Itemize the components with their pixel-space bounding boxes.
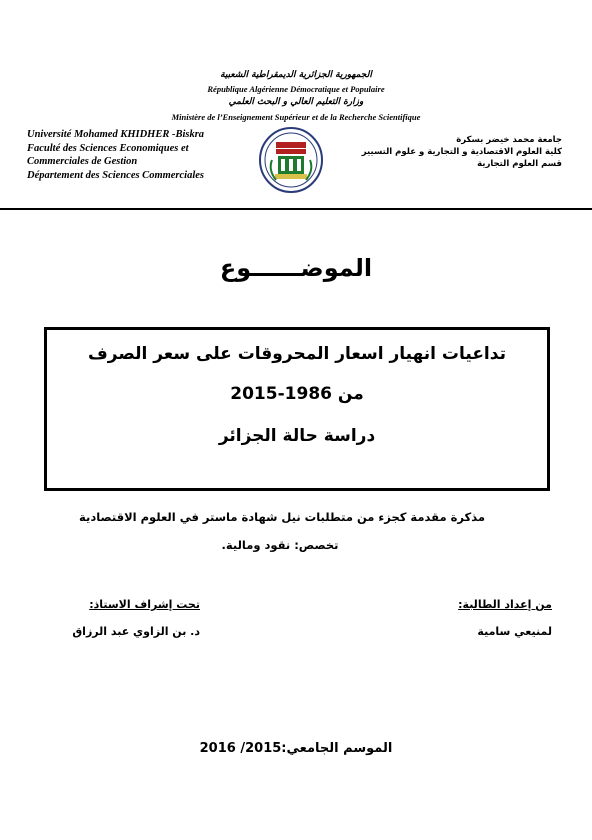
university-french-block (27, 128, 247, 182)
supervisor-block (30, 598, 200, 638)
academic-year: الموسم الجامعي:2015/ 2016 (199, 741, 393, 756)
student-block (380, 598, 552, 638)
page-title: الموضــــــوع (219, 254, 373, 282)
topic-line-1: تداعيات انهيار اسعار المحروقات على سعر الصرف (88, 344, 506, 364)
topic-box (44, 327, 550, 491)
student-name: لمنيعي سامية (477, 625, 552, 638)
republic-arabic: الجمهورية الجزائرية الديمقراطية الشعبية (220, 70, 372, 80)
thesis-specialty: تخصص: نقود ومالية. (221, 538, 339, 552)
faculty-name-fr-cont: Commerciales de Gestion (27, 156, 138, 167)
supervisor-label: تحت إشراف الاستاذ: (89, 598, 200, 611)
faculty-name-ar: كلية العلوم الاقتصادية و التجارية و علوم التسيير (361, 147, 562, 157)
republic-french: République Algérienne Démocratique et Populaire (207, 84, 385, 94)
topic-line-2: من 1986-2015 (230, 384, 364, 404)
faculty-name-fr: Faculté des Sciences Economiques et (27, 142, 189, 154)
student-label: من إعداد الطالبة: (458, 598, 552, 611)
ministry-french: Ministère de l’Enseignement Supérieur et de la Recherche Scientifique (171, 112, 421, 122)
ministry-arabic: وزارة التعليم العالي و البحث العلمي (228, 97, 364, 107)
university-arabic-block (330, 134, 562, 170)
department-name-fr: Département des Sciences Commerciales (27, 169, 205, 181)
university-name-fr: Université Mohamed KHIDHER -Biskra (27, 129, 205, 140)
university-name-ar: جامعة محمد خيضر بسكرة (456, 135, 562, 145)
thesis-description: مذكرة مقدمة كجزء من متطلبات نيل شهادة ماستر في العلوم الاقتصادية (79, 510, 485, 524)
university-logo-icon (258, 126, 324, 194)
supervisor-name: د. بن الزاوي عبد الرزاق (72, 625, 200, 638)
header-divider (0, 208, 592, 210)
topic-line-3: دراسة حالة الجزائر (218, 426, 376, 446)
department-name-ar: قسم العلوم التجارية (477, 159, 562, 169)
